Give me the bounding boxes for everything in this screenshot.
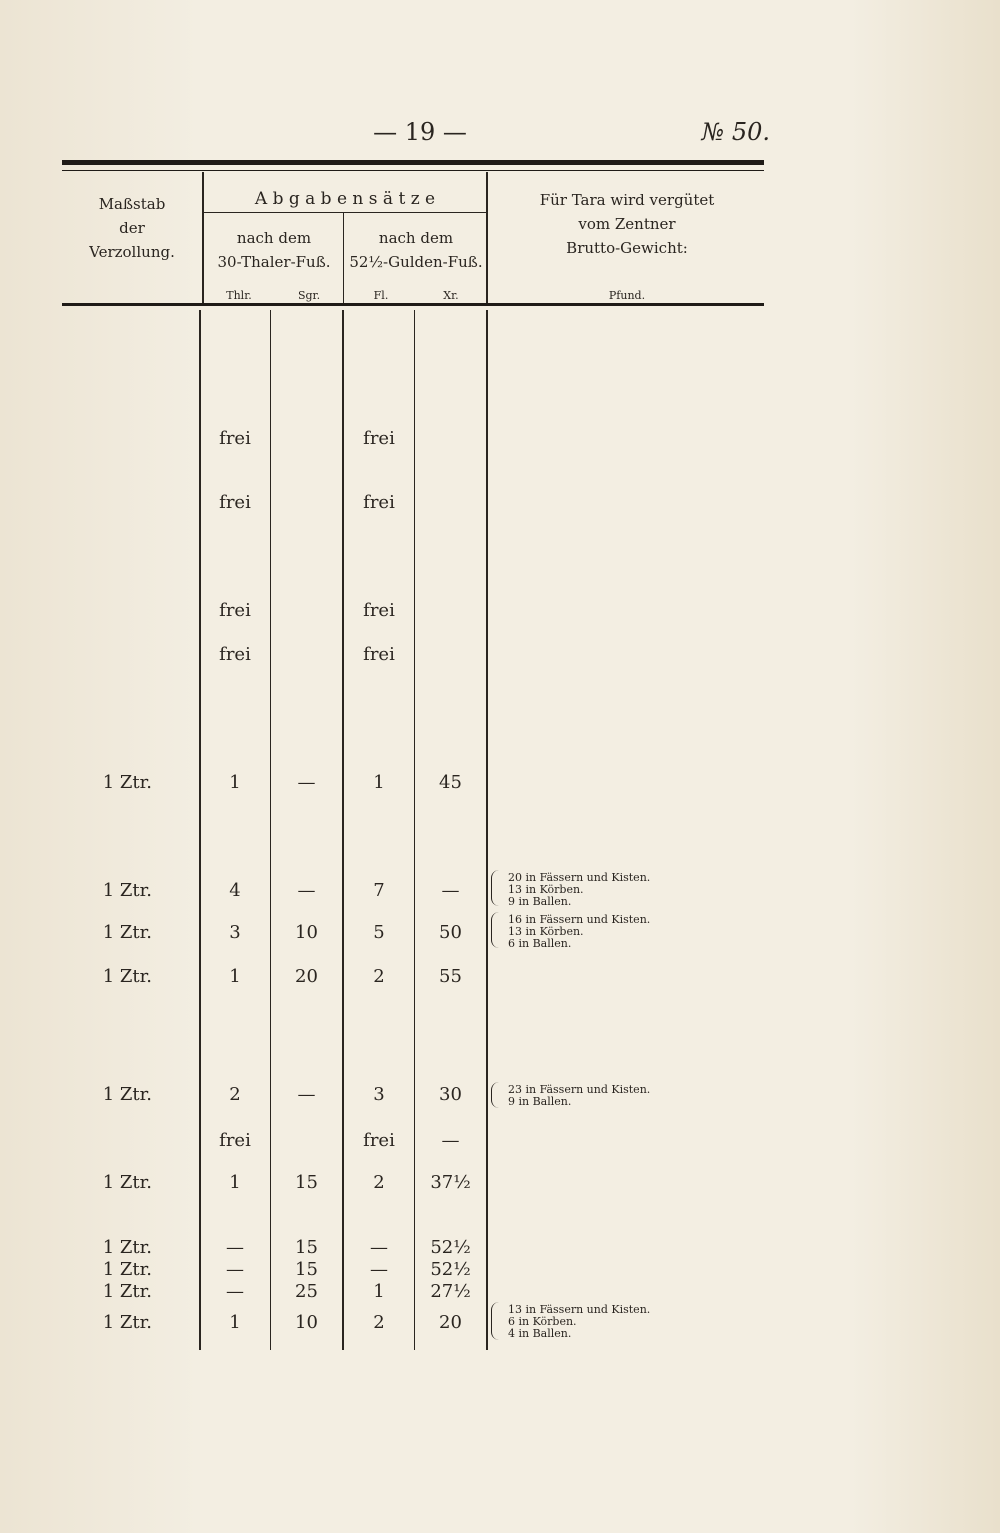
row-sgr: — <box>297 880 316 901</box>
row-thlr: frei <box>219 428 251 449</box>
col-divider <box>486 310 488 1350</box>
row-thlr: 1 <box>229 966 241 987</box>
col-divider <box>414 310 415 1350</box>
tara-note: 16 in Fässern und Kisten. 13 in Körben. 6 in Ballen. <box>508 913 651 950</box>
page-number: — 19 — <box>373 118 467 146</box>
unit-fl: Fl. <box>373 289 389 302</box>
row-thlr: 3 <box>229 922 241 943</box>
row-fl: frei <box>363 492 395 513</box>
row-thlr: 1 <box>229 1312 241 1333</box>
note-brace <box>491 912 499 948</box>
note-brace <box>491 1302 499 1340</box>
row-thlr: — <box>226 1237 244 1258</box>
row-thlr: frei <box>219 600 251 621</box>
row-sgr: 20 <box>295 966 318 987</box>
row-sgr: 10 <box>295 1312 318 1333</box>
col-divider <box>199 310 201 1350</box>
unit-pfund: Pfund. <box>608 289 646 302</box>
header-duties-group: A b g a b e n s ä t z e <box>254 189 436 209</box>
col-divider <box>343 212 344 303</box>
row-fl: 7 <box>373 880 385 901</box>
header-measure: Maßstab der Verzollung. <box>89 195 175 261</box>
row-fl: 1 <box>373 772 385 793</box>
document-number: № 50. <box>701 118 770 146</box>
row-xr: 37½ <box>430 1172 471 1193</box>
header-group-rule <box>204 212 486 213</box>
note-brace <box>491 1082 499 1108</box>
row-fl: 3 <box>373 1084 385 1105</box>
tara-note: 13 in Fässern und Kisten. 6 in Körben. 4 in Ballen. <box>508 1303 651 1340</box>
top-rule-thick <box>62 160 764 165</box>
header-bottom-rule <box>62 303 764 306</box>
row-sgr: 25 <box>295 1281 318 1302</box>
unit-sgr: Sgr. <box>297 289 321 302</box>
header-tara: Für Tara wird vergütet vom Zentner Brutto-Gewicht: <box>539 191 715 257</box>
row-xr: — <box>441 880 460 901</box>
top-rule-thin <box>62 170 764 171</box>
row-unit: 1 Ztr. <box>102 772 152 793</box>
row-thlr: 2 <box>229 1084 241 1105</box>
note-brace <box>491 870 499 906</box>
row-sgr: 15 <box>295 1259 318 1280</box>
row-xr: 27½ <box>430 1281 471 1302</box>
row-unit: 1 Ztr. <box>102 1084 152 1105</box>
row-unit: 1 Ztr. <box>102 1259 152 1280</box>
row-unit: 1 Ztr. <box>102 922 152 943</box>
row-sgr: 15 <box>295 1172 318 1193</box>
row-unit: 1 Ztr. <box>102 1281 152 1302</box>
unit-xr: Xr. <box>443 289 459 302</box>
row-fl: — <box>370 1259 388 1280</box>
row-xr: 30 <box>439 1084 462 1105</box>
col-divider <box>486 172 488 303</box>
row-thlr: — <box>226 1281 244 1302</box>
row-unit: 1 Ztr. <box>102 1172 152 1193</box>
tara-note: 20 in Fässern und Kisten. 13 in Körben. 9 in Ballen. <box>508 871 651 908</box>
row-sgr: 15 <box>295 1237 318 1258</box>
row-sgr: 10 <box>295 922 318 943</box>
col-divider <box>270 310 271 1350</box>
header-col-52-gulden: nach dem 52½-Gulden-Fuß. <box>349 229 483 271</box>
row-xr: — <box>441 1130 460 1151</box>
row-fl: 5 <box>373 922 385 943</box>
row-unit: 1 Ztr. <box>102 1237 152 1258</box>
row-fl: — <box>370 1237 388 1258</box>
row-fl: 2 <box>373 1172 385 1193</box>
col-divider <box>342 310 344 1350</box>
row-fl: frei <box>363 428 395 449</box>
row-unit: 1 Ztr. <box>102 880 152 901</box>
row-thlr: — <box>226 1259 244 1280</box>
row-xr: 50 <box>439 922 462 943</box>
row-sgr: — <box>297 772 316 793</box>
row-thlr: frei <box>219 492 251 513</box>
tara-note: 23 in Fässern und Kisten. 9 in Ballen. <box>508 1083 651 1108</box>
row-thlr: frei <box>219 1130 251 1151</box>
row-unit: 1 Ztr. <box>102 1312 152 1333</box>
row-fl: frei <box>363 1130 395 1151</box>
row-fl: 2 <box>373 966 385 987</box>
unit-thlr: Thlr. <box>226 289 252 302</box>
row-xr: 55 <box>439 966 462 987</box>
row-fl: frei <box>363 600 395 621</box>
header-col-30-thaler: nach dem 30-Thaler-Fuß. <box>217 229 331 271</box>
row-fl: frei <box>363 644 395 665</box>
row-fl: 1 <box>373 1281 385 1302</box>
row-fl: 2 <box>373 1312 385 1333</box>
row-sgr: — <box>297 1084 316 1105</box>
row-xr: 52½ <box>430 1237 471 1258</box>
row-xr: 20 <box>439 1312 462 1333</box>
row-thlr: frei <box>219 644 251 665</box>
row-xr: 52½ <box>430 1259 471 1280</box>
row-thlr: 4 <box>229 880 241 901</box>
row-thlr: 1 <box>229 1172 241 1193</box>
row-unit: 1 Ztr. <box>102 966 152 987</box>
row-xr: 45 <box>439 772 462 793</box>
row-thlr: 1 <box>229 772 241 793</box>
col-divider <box>202 172 204 303</box>
